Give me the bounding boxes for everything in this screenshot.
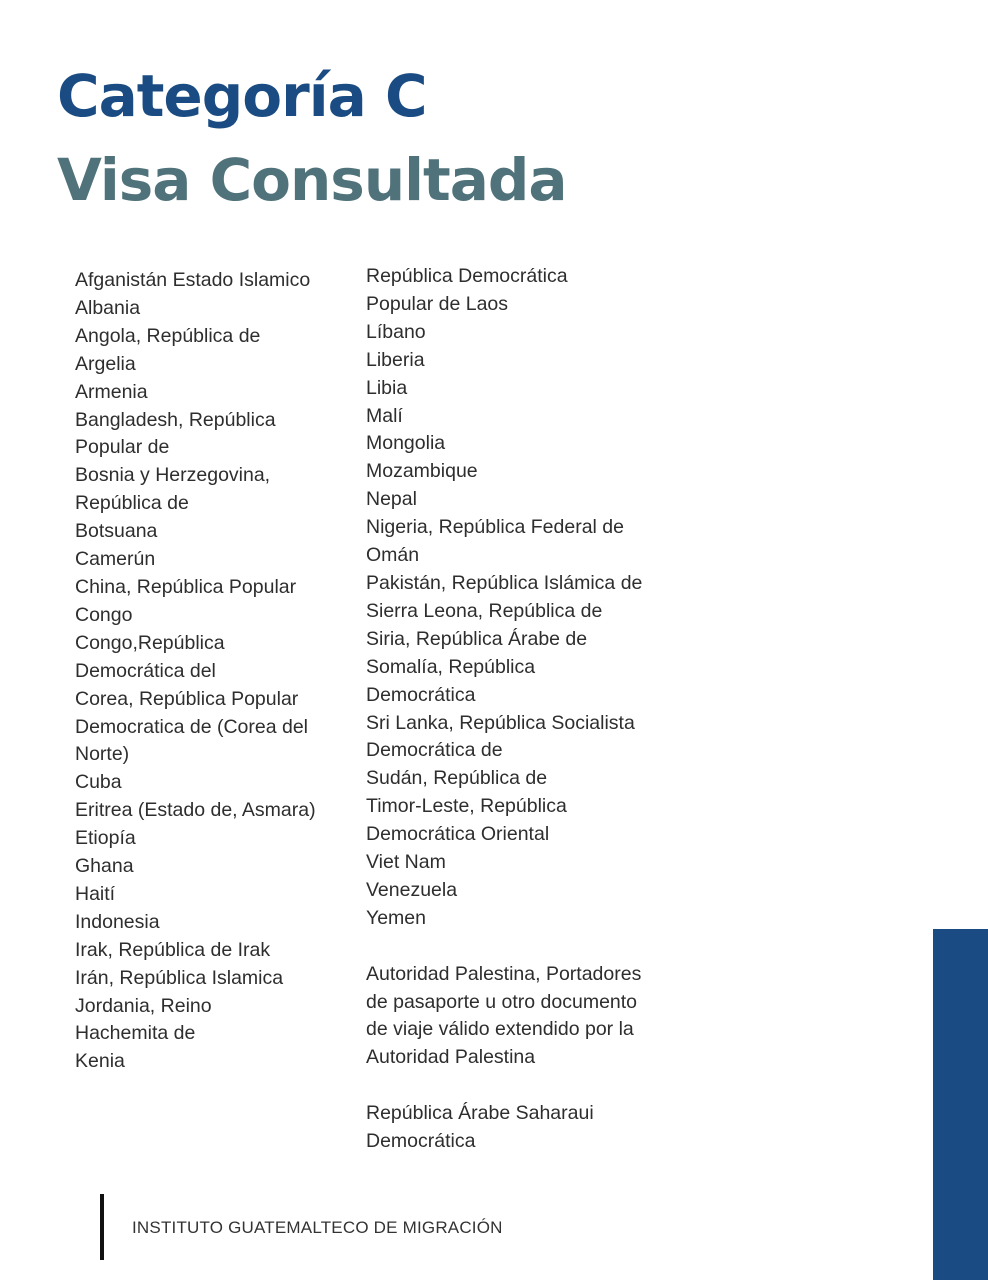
list-item: Jordania, Reino <box>75 994 212 1017</box>
list-item: de pasaporte u otro documento <box>366 990 638 1013</box>
list-item: Ghana <box>75 855 134 878</box>
list-item: Venezuela <box>366 878 458 901</box>
list-item: China, República Popular <box>75 575 297 598</box>
list-spacer <box>366 933 642 961</box>
list-item: Líbano <box>366 320 426 343</box>
list-item: Camerún <box>75 548 156 571</box>
list-item: Haití <box>75 882 116 905</box>
decorative-side-bar <box>933 929 988 1280</box>
list-item: Democrática del <box>75 659 216 682</box>
list-item: Indonesia <box>75 910 160 933</box>
list-item: Democratica de (Corea del <box>75 715 309 738</box>
list-item: Popular de Laos <box>366 292 509 315</box>
list-item: Sierra Leona, República de <box>366 599 603 622</box>
list-item: Democrática <box>366 683 476 706</box>
list-item: Afganistán Estado Islamico <box>75 269 311 291</box>
list-item: Libia <box>366 376 408 399</box>
page-subtitle: Visa Consultada <box>57 146 567 214</box>
country-list-right <box>366 263 642 1156</box>
list-item: Irak, República de Irak <box>75 938 271 961</box>
list-item: Kenia <box>75 1050 125 1073</box>
list-item: Bangladesh, República <box>75 408 276 431</box>
country-list-left <box>75 267 316 1076</box>
list-item: Angola, República de <box>75 324 261 347</box>
list-item: Hachemita de <box>75 1022 196 1045</box>
list-item: Argelia <box>75 352 136 375</box>
list-item: Congo <box>75 603 133 626</box>
list-spacer <box>366 1072 642 1100</box>
footer-divider <box>100 1194 104 1260</box>
list-item: Nepal <box>366 488 417 511</box>
list-item: Pakistán, República Islámica de <box>366 571 643 594</box>
list-item: Malí <box>366 404 403 427</box>
page-title: Categoría C <box>57 62 427 130</box>
list-item: Timor-Leste, República <box>366 795 567 818</box>
list-item: Armenia <box>75 380 148 403</box>
list-item: Siria, República Árabe de <box>366 627 588 650</box>
list-item: Democrática <box>366 1130 476 1153</box>
list-item: Viet Nam <box>366 851 446 874</box>
list-item: Mongolia <box>366 432 446 455</box>
list-item: Cuba <box>75 771 122 794</box>
list-item: Irán, República Islamica <box>75 966 284 989</box>
list-item: Democrática Oriental <box>366 823 550 846</box>
list-item: Autoridad Palestina, Portadores <box>366 962 642 985</box>
list-item: Eritrea (Estado de, Asmara) <box>75 799 316 822</box>
list-item: Sudán, República de <box>366 767 548 790</box>
list-item: Mozambique <box>366 460 478 483</box>
list-item: Corea, República Popular <box>75 687 299 710</box>
list-item: Albania <box>75 296 141 319</box>
list-item: Omán <box>366 544 420 567</box>
list-item: Etiopía <box>75 827 136 850</box>
list-item: República Árabe Saharaui <box>366 1102 594 1125</box>
list-item: Popular de <box>75 436 170 459</box>
footer-institution: INSTITUTO GUATEMALTECO DE MIGRACIÓN <box>132 1218 503 1237</box>
list-item: Autoridad Palestina <box>366 1046 536 1069</box>
list-item: Yemen <box>366 906 426 929</box>
list-item: Botsuana <box>75 520 158 543</box>
list-item: Bosnia y Herzegovina, <box>75 464 271 487</box>
list-item: Somalía, República <box>366 655 536 678</box>
list-item: Norte) <box>75 743 130 766</box>
list-item: Sri Lanka, República Socialista <box>366 711 635 734</box>
list-item: Nigeria, República Federal de <box>366 516 624 539</box>
list-item: Liberia <box>366 348 425 371</box>
list-item: Democrática de <box>366 739 503 762</box>
list-item: República Democrática <box>366 265 568 287</box>
list-item: República de <box>75 492 189 515</box>
list-item: Congo,República <box>75 631 225 654</box>
list-item: de viaje válido extendido por la <box>366 1018 634 1041</box>
